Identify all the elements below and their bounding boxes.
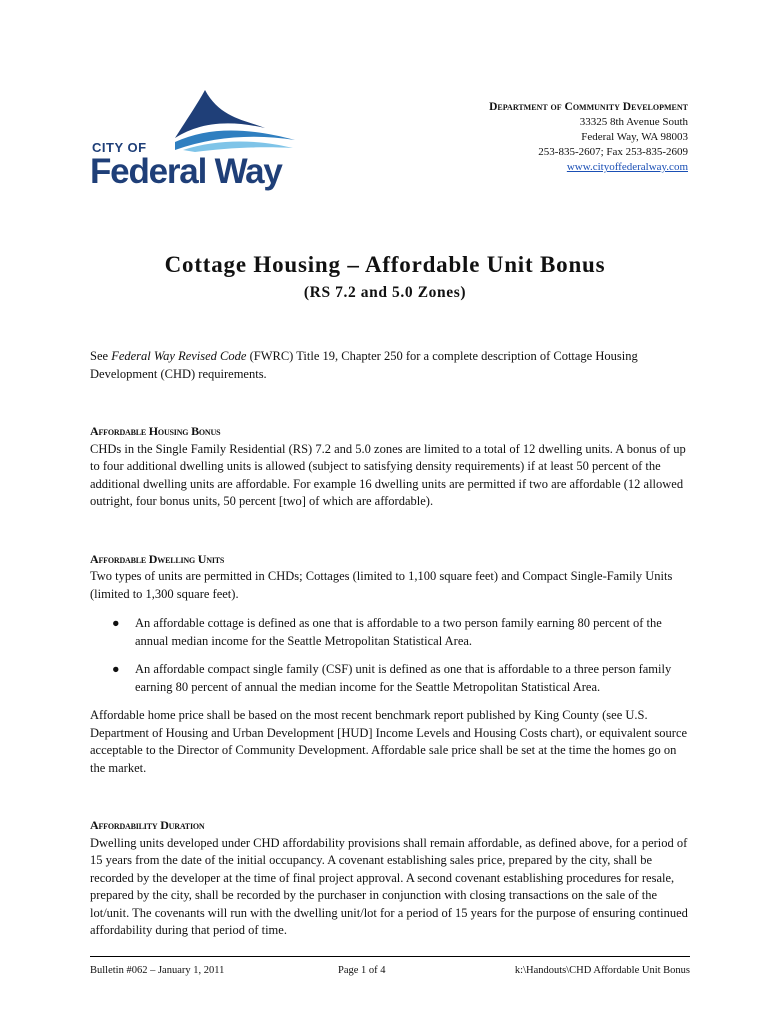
department-header <box>489 100 688 175</box>
address-line1: 33325 8th Avenue South <box>579 116 688 128</box>
section-heading: Affordable Dwelling Units <box>90 551 225 566</box>
intro-suffix: (FWRC) Title 19, Chapter 250 for a complete description of Cottage Housing Development (CHD) requirements. <box>90 349 638 381</box>
list-item-text: An affordable cottage is defined as one that is affordable to a two person family earning 80 percent of the annual median income for the Seattle Metropolitan Statistical Area. <box>135 616 662 648</box>
city-logo <box>90 90 300 200</box>
bullet-list <box>90 615 690 696</box>
bullet-icon: ● <box>112 616 120 630</box>
section-units <box>90 551 690 778</box>
section-body: Two types of units are permitted in CHDs; Cottages (limited to 1,100 square feet) and Compact Single-Family Units (limited to 1,300 square feet). <box>90 569 673 601</box>
page-subtitle: (RS 7.2 and 5.0 Zones) <box>303 284 467 301</box>
list-item <box>90 615 690 650</box>
section-body: CHDs in the Single Family Residential (RS) 7.2 and 5.0 zones are limited to a total of 12 dwelling units. A bonus of up to four additional dwelling units is allowed (subject to satisfying density requirements) if at least 50 percent of the additional dwelling units are affordable. For example 16 dwelling units are permitted if two are affordable (12 allowed outright, four bonus units, 50 percent [two] of which are affordable). <box>90 441 686 508</box>
section-bonus <box>90 423 690 511</box>
phone-fax: 253-835-2607; Fax 253-835-2609 <box>538 146 688 158</box>
footer-divider <box>90 956 690 957</box>
footer-path: k:\Handouts\CHD Affordable Unit Bonus <box>514 965 690 976</box>
section-heading: Affordable Housing Bonus <box>90 424 221 438</box>
intro-paragraph <box>90 348 690 383</box>
list-item <box>90 661 690 696</box>
section-body: Dwelling units developed under CHD affordability provisions shall remain affordable, as defined above, for a period of 15 years from the date of the initial occupancy. A covenant establishing sales price, prepared by the city, shall be recorded by the developer at the time of final project approval. A second covenant establishing procedures for resale, prepared by the city, shall be recorded by the purchaser in conjunction with closing transactions on the sale of the lot/unit. The covenants will run with the dwelling unit/lot for a period of 15 years for the purpose of ensuring continued affordability during that period of time. <box>90 835 688 937</box>
intro-prefix: See <box>90 349 112 363</box>
bullet-icon: ● <box>112 662 120 676</box>
website-link[interactable]: www.cityoffederalway.com <box>566 161 688 173</box>
page-title: Cottage Housing – Affordable Unit Bonus <box>164 252 606 277</box>
logo-name: Federal Way <box>90 152 282 191</box>
section-body: Affordable home price shall be based on the most recent benchmark report published by King County (see U.S. Department of Housing and Urban Development [HUD] Income Levels and Housing Costs chart), or equivalent source acceptable to the Director of Community Development. Affordable sale price shall be set at the time the homes go on the market. <box>90 708 688 775</box>
wave-logo-icon <box>175 90 295 152</box>
footer-page-number: Page 1 of 4 <box>338 965 386 976</box>
footer-bulletin: Bulletin #062 – January 1, 2011 <box>90 965 225 976</box>
section-duration <box>90 817 690 940</box>
logo-city-of: CITY OF <box>92 140 147 155</box>
intro-code-name: Federal Way Revised Code <box>111 349 247 363</box>
address-line2: Federal Way, WA 98003 <box>581 131 688 143</box>
document-body <box>90 348 690 980</box>
section-heading: Affordability Duration <box>90 818 205 832</box>
department-name: Department of Community Development <box>489 101 688 113</box>
list-item-text: An affordable compact single family (CSF) unit is defined as one that is affordable to a three person family earning 80 percent of annual the median income for the Seattle Metropolitan Statistical Area. <box>135 662 672 694</box>
